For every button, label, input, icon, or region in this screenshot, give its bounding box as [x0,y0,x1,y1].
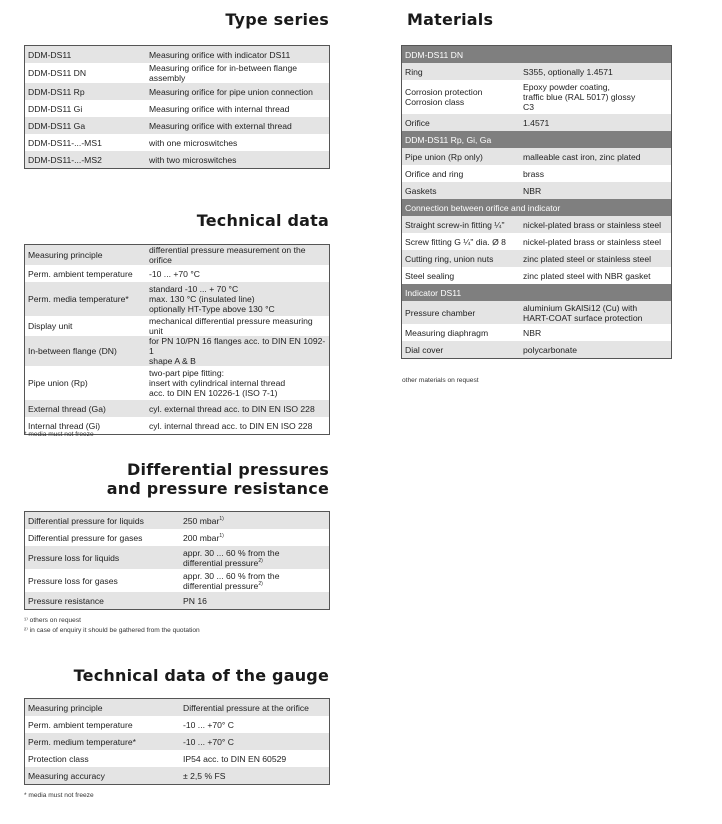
table-row [402,301,672,324]
heading-line-2: and pressure resistance [106,479,329,498]
cell-value: Differential pressure at the orifice [180,699,330,717]
table-row [25,716,330,733]
heading-differential-pressures [100,460,329,498]
cell-value: with two microswitches [146,151,330,169]
cell-value: zinc plated steel with NBR gasket [523,270,651,281]
table-row [402,148,672,165]
heading-line-1: Differential pressures [127,460,329,479]
cell-value: 250 mbar$^{1)}$ [180,512,330,530]
table-row [25,366,330,400]
cell-label: Corrosion protection Corrosion class [405,87,483,107]
cell-label: DDM-DS11 Gi [28,103,83,114]
cell-label: Differential pressure for gases [28,532,143,543]
footnote-marker: 1) [219,515,224,522]
cell-value: mechanical differential pressure measuring unit [149,316,313,336]
heading-gauge: Technical data of the gauge [73,666,329,685]
cell-label: Protection class [28,753,89,764]
table-row [402,114,672,131]
table-row [25,245,330,266]
cell-value: malleable cast iron, zinc plated [520,148,672,165]
cell-value: brass [523,168,545,179]
technical-data-table [24,244,330,435]
cell-value: aluminium GkAlSi12 (Cu) with HART-COAT surface protection [520,301,672,324]
section-header-row [402,46,672,64]
cell-label: Measuring accuracy [25,767,181,785]
differential-pressures-table [24,511,330,610]
table-row [402,182,672,199]
cell-value: nickel-plated brass or stainless steel [520,216,672,233]
section-header-row [402,131,672,148]
table-row [402,165,672,182]
heading-type-series: Type series [225,10,329,29]
cell-value: 200 mbar$^{1)}$ [183,532,224,543]
cell-value: 1.4571 [520,114,672,131]
cell-label: Measuring principle [25,699,181,717]
cell-value: cyl. internal thread acc. to DIN EN ISO 228 [149,420,313,431]
cell-label: Pressure chamber [402,301,521,324]
cell-value: Measuring orifice for pipe union connection [146,83,330,100]
cell-value: differential pressure measurement on the orifice [146,245,330,266]
table-row [25,83,330,100]
cell-label: Pressure resistance [25,592,181,610]
cell-label: Measuring diaphragm [405,327,489,338]
table-row [25,569,330,592]
cell-label: Orifice and ring [405,168,464,179]
table-row [402,80,672,114]
table-row [25,63,330,83]
cell-value: standard -10 ... + 70 °C max. 130 °C (insulated line) optionally HT-Type above 130 °C [146,282,330,316]
cell-label: Dial cover [402,341,521,359]
cell-value: Measuring orifice with indicator DS11 [146,46,330,64]
cell-label: Screw fitting G ¼" dia. Ø 8 [405,236,506,247]
cell-label: DDM-DS11 Rp [25,83,147,100]
cell-label: Perm. ambient temperature [28,719,133,730]
cell-value: with one microswitches [149,137,238,148]
cell-label: DDM-DS11 Ga [25,117,147,134]
footnote-marker: 2) [258,557,263,564]
diff-footnote-2: ²⁾ in case of enquiry it should be gathered from the quotation [24,627,200,634]
cell-label: DDM-DS11-...-MS2 [25,151,147,169]
table-row [25,265,330,282]
cell-label: External thread (Ga) [25,400,147,417]
cell-label: Orifice [402,114,521,131]
section-header-row [402,284,672,301]
cell-label: Internal thread (Gi) [28,420,101,431]
cell-label: Display unit [28,321,73,331]
section-title: DDM-DS11 Rp, Gi, Ga [402,131,672,148]
cell-label: Steel sealing [405,270,455,281]
cell-value: two-part pipe fitting: insert with cylindrical internal thread acc. to DIN EN 10226-1 (ISO 7-1) [149,368,286,398]
cell-label: DDM-DS11 DN [28,68,87,78]
table-row [25,546,330,569]
cell-value: NBR [520,182,672,199]
diff-footnote-1: ¹⁾ others on request [24,617,81,624]
cell-label: Straight screw-in fitting ¼" [402,216,521,233]
table-row [25,316,330,336]
cell-value: polycarbonate [520,341,672,359]
cell-value: cyl. external thread acc. to DIN EN ISO 228 [146,400,330,417]
table-row [25,529,330,546]
gauge-footnote: * media must not freeze [24,792,94,799]
heading-materials: Materials [407,10,494,29]
cell-value: Measuring orifice with internal thread [149,103,290,114]
table-row [25,282,330,316]
cell-label: Pipe union (Rp) [28,378,88,388]
cell-value: -10 ... +70° C [183,719,234,730]
cell-value: Measuring orifice for in-between flange assembly [149,63,298,83]
cell-label: Gaskets [402,182,521,199]
heading-technical-data: Technical data [196,211,329,230]
cell-label: Perm. medium temperature* [25,733,181,750]
section-title: Connection between orifice and indicator [402,199,672,216]
type-series-table [24,45,330,169]
cell-label: DDM-DS11 [25,46,147,64]
cell-label: Perm. media temperature* [25,282,147,316]
cell-value: appr. 30 ... 60 % from the differential pressure$^{2)}$ [180,546,330,569]
table-row [402,216,672,233]
cell-label: Ring [402,63,521,80]
cell-value: Measuring orifice with external thread [146,117,330,134]
cell-label: Cutting ring, union nuts [402,250,521,267]
table-row [402,324,672,341]
cell-label: Pressure loss for gases [28,575,118,586]
cell-label: Measuring principle [25,245,147,266]
cell-label: Differential pressure for liquids [25,512,181,530]
cell-value: -10 ... +70 °C [149,268,200,279]
table-row [25,699,330,717]
materials-footnote: other materials on request [402,377,479,384]
table-row [25,400,330,417]
cell-label: Pressure loss for liquids [25,546,181,569]
table-row [402,63,672,80]
section-title: DDM-DS11 DN [402,46,672,64]
table-row [25,592,330,610]
cell-label: Perm. ambient temperature [28,268,133,279]
cell-value: ± 2,5 % FS [180,767,330,785]
cell-value: for PN 10/PN 16 flanges acc. to DIN EN 1092-1 shape A & B [146,336,330,366]
cell-value: nickel-plated brass or stainless steel [523,236,662,247]
cell-value: -10 ... +70° C [180,733,330,750]
materials-table [401,45,672,359]
gauge-table [24,698,330,785]
table-row [25,117,330,134]
table-row [402,233,672,250]
cell-label: In-between flange (DN) [25,336,147,366]
footnote-marker: 2) [258,580,263,587]
table-row [25,100,330,117]
cell-label: Pipe union (Rp only) [402,148,521,165]
cell-value: appr. 30 ... 60 % from the differential pressure$^{2)}$ [183,570,280,591]
cell-value: PN 16 [180,592,330,610]
table-row [25,336,330,366]
table-row [402,341,672,359]
section-header-row [402,199,672,216]
technical-data-footnote: * media must not freeze [24,431,94,438]
footnote-marker: 1) [219,532,224,539]
cell-value: zinc plated steel or stainless steel [520,250,672,267]
table-row [25,750,330,767]
table-row [25,767,330,785]
section-title: Indicator DS11 [402,284,672,301]
cell-value: S355, optionally 1.4571 [520,63,672,80]
cell-value: Epoxy powder coating, traffic blue (RAL 5017) glossy C3 [523,82,636,112]
cell-value: IP54 acc. to DIN EN 60529 [183,753,287,764]
table-row [402,250,672,267]
cell-value: NBR [523,327,542,338]
table-row [25,46,330,64]
table-row [25,733,330,750]
table-row [402,267,672,284]
table-row [25,134,330,151]
table-row [25,151,330,169]
cell-label: DDM-DS11-...-MS1 [28,137,102,148]
table-row [25,512,330,530]
